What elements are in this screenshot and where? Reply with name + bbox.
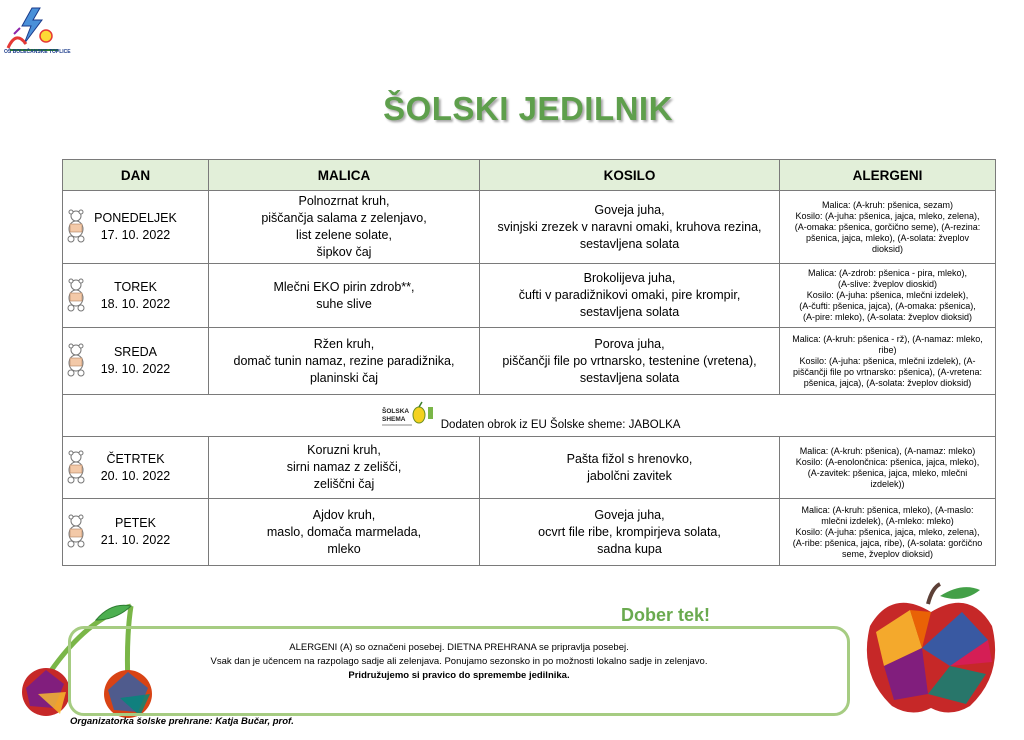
malica-cell: [209, 264, 480, 328]
malica-line: planinski čaj: [309, 370, 379, 385]
kosilo-line: čufti v paradižnikovi omaki, pire krompir,: [518, 288, 741, 302]
alergeni-line: Malica: (A-zdrob: pšenica - pira, mleko),: [807, 268, 968, 278]
malica-cell: [209, 499, 480, 566]
table-row-tuesday: [63, 264, 996, 328]
alergeni-line: Kosilo: (A-juha: pšenica, mlečni izdelek), (A-: [799, 355, 976, 366]
day-cell: [63, 499, 209, 566]
malica-line: šipkov čaj: [316, 245, 372, 259]
malica-line: list zelene solate,: [296, 228, 392, 242]
header-alergeni: ALERGENI: [780, 160, 996, 191]
kosilo-cell: [480, 264, 780, 328]
alergeni-cell: [780, 437, 996, 499]
alergeni-line: Malica: (A-kruh: pšenica - rž), (A-namaz: mleko,: [792, 333, 983, 344]
alergeni-line: (A-slive: žveplov dioskid): [837, 279, 938, 289]
page-title: ŠOLSKI JEDILNIK: [383, 90, 673, 127]
alergeni-line: Malica: (A-kruh: pšenica), (A-namaz: mleko): [799, 445, 976, 456]
school-logo-text: OŠ BOLEČANSKE TOPLICE: [4, 49, 71, 55]
table-row-monday: [63, 191, 996, 264]
header-dan: DAN: [63, 160, 209, 191]
day-date: 20. 10. 2022: [100, 468, 171, 483]
table-row-thursday: [63, 437, 996, 499]
day-name: TOREK: [114, 279, 157, 294]
kosilo-line: svinjski zrezek v naravni omaki, kruhova rezina,: [497, 219, 762, 234]
alergeni-line: izdelek)): [870, 478, 905, 489]
info-line-fruit: Vsak dan je učencem na razpolago sadje ali zelenjava. Ponujamo sezonsko in po možnosti lokalno sadje in zelenjavo.: [210, 656, 708, 667]
malica-line: sirni namaz z zelišči,: [286, 460, 402, 474]
alergeni-line: piščančji file po vrtnarsko: pšenica), (A-vretena:: [792, 366, 983, 377]
dober-tek-text: Dober tek!: [621, 605, 711, 625]
info-line-allergens: ALERGENI (A) so označeni posebej. DIETNA PREHRANA se pripravlja posebej.: [289, 642, 629, 653]
day-name: PETEK: [115, 516, 156, 530]
alergeni-cell: [780, 191, 996, 264]
table-row-friday: [63, 499, 996, 566]
alergeni-line: (A-omaka: pšenica, gorčično seme), (A-rezina:: [794, 221, 981, 232]
apple-icon: [862, 582, 1000, 718]
kosilo-cell: [480, 191, 780, 264]
alergeni-line: (A-pire: mleko), (A-solata: žveplov dioksid): [802, 312, 973, 322]
malica-line: Ržen kruh,: [313, 336, 375, 351]
kosilo-line: sestavljena solata: [579, 370, 680, 385]
malica-cell: [209, 437, 480, 499]
malica-line: Ajdov kruh,: [312, 507, 376, 522]
day-name: ČETRTEK: [106, 451, 165, 466]
solska-shema-logo-icon: [378, 401, 436, 431]
info-box: [68, 626, 850, 716]
alergeni-cell: [780, 328, 996, 395]
malica-line: piščančja salama z zelenjavo,: [261, 211, 427, 225]
alergeni-line: ribe): [878, 344, 897, 355]
malica-line: zeliščni čaj: [313, 477, 375, 491]
kosilo-line: Goveja juha,: [594, 507, 665, 522]
alergeni-cell: [780, 264, 996, 328]
kosilo-cell: [480, 328, 780, 395]
alergeni-line: seme, žveplov dioksid): [841, 548, 934, 559]
shema-logo-text-2: SHEMA: [381, 415, 406, 423]
teddy-bear-icon: [66, 514, 86, 548]
table-header-row: [63, 160, 996, 191]
malica-line: Koruzni kruh,: [307, 443, 381, 457]
malica-line: Polnozrnat kruh,: [298, 194, 390, 208]
day-cell: [63, 328, 209, 395]
alergeni-line: Kosilo: (A-juha: pšenica, mlečni izdelek),: [806, 290, 969, 300]
menu-table: [62, 159, 996, 566]
shema-logo-text-1: ŠOLSKA: [381, 407, 409, 415]
alergeni-line: (A-zavitek: pšenica, jajca, mleko, mlečni: [807, 467, 968, 478]
kosilo-line: Pašta fižol s hrenovko,: [566, 451, 693, 466]
kosilo-line: sadna kupa: [597, 541, 662, 556]
malica-line: suhe slive: [316, 296, 372, 311]
alergeni-line: Malica: (A-kruh: pšenica, sezam): [821, 199, 954, 210]
table-row-wednesday: [63, 328, 996, 395]
extra-meal-cell: [63, 395, 996, 437]
malica-cell: [209, 191, 480, 264]
malica-line: domač tunin namaz, rezine paradižnika,: [233, 353, 455, 368]
teddy-bear-icon: [66, 209, 86, 243]
alergeni-cell: [780, 499, 996, 566]
alergeni-line: pšenica, jajca), (A-solata: žveplov dioksid): [803, 377, 972, 388]
alergeni-line: mlečni izdelek), (A-mleko: mleko): [821, 515, 954, 526]
day-name: PONEDELJEK: [94, 211, 177, 225]
alergeni-line: (A-čufti: pšenica, jajca), (A-omaka: pšenica),: [799, 301, 976, 311]
kosilo-cell: [480, 499, 780, 566]
extra-meal-text: Dodaten obrok iz EU Šolske sheme: JABOLKA: [440, 418, 681, 431]
alergeni-line: Kosilo: (A-enolončnica: pšenica, jajca, mleko),: [795, 456, 980, 467]
alergeni-line: pšenica, jajca, mleko), (A-solata: žveplov: [805, 232, 970, 243]
malica-line: Mlečni EKO pirin zdrob**,: [273, 279, 415, 294]
day-date: 21. 10. 2022: [100, 533, 171, 547]
day-cell: [63, 437, 209, 499]
kosilo-line: sestavljena solata: [579, 236, 680, 251]
kosilo-line: ocvrt file ribe, krompirjeva solata,: [538, 524, 721, 539]
kosilo-line: sestavljena solata: [579, 305, 680, 319]
kosilo-line: Goveja juha,: [594, 202, 665, 217]
teddy-bear-icon: [66, 343, 86, 377]
day-cell: [63, 191, 209, 264]
kosilo-line: piščančji file po vrtnarsko, testenine (vretena),: [502, 353, 757, 368]
info-line-changes: Pridružujemo si pravico do spremembe jedilnika.: [348, 670, 570, 681]
malica-line: mleko: [327, 541, 361, 556]
malica-line: maslo, domača marmelada,: [266, 524, 422, 539]
teddy-bear-icon: [66, 450, 86, 484]
day-date: 19. 10. 2022: [100, 362, 171, 376]
malica-cell: [209, 328, 480, 395]
kosilo-line: Brokolijeva juha,: [583, 271, 676, 285]
kosilo-line: jabolčni zavitek: [587, 468, 672, 483]
header-malica: MALICA: [209, 160, 480, 191]
alergeni-line: Kosilo: (A-juha: pšenica, jajca, mleko, zelena),: [795, 526, 980, 537]
teddy-bear-icon: [66, 278, 86, 312]
day-name: SREDA: [113, 345, 158, 359]
day-date: 17. 10. 2022: [100, 228, 171, 242]
kosilo-cell: [480, 437, 780, 499]
header-kosilo: KOSILO: [480, 160, 780, 191]
alergeni-line: Malica: (A-kruh: pšenica, mleko), (A-maslo:: [801, 504, 974, 515]
kosilo-line: Porova juha,: [594, 336, 665, 351]
alergeni-line: Kosilo: (A-juha: pšenica, jajca, mleko, zelena),: [795, 210, 980, 221]
alergeni-line: dioksid): [871, 243, 903, 254]
day-cell: [63, 264, 209, 328]
day-date: 18. 10. 2022: [100, 296, 171, 311]
table-row-extra-meal: [63, 395, 996, 437]
alergeni-line: (A-ribe: pšenica, jajca, ribe), (A-solata: gorčično: [792, 537, 983, 548]
footer-organizer: Organizatorka šolske prehrane: Katja Bučar, prof.: [70, 716, 294, 727]
